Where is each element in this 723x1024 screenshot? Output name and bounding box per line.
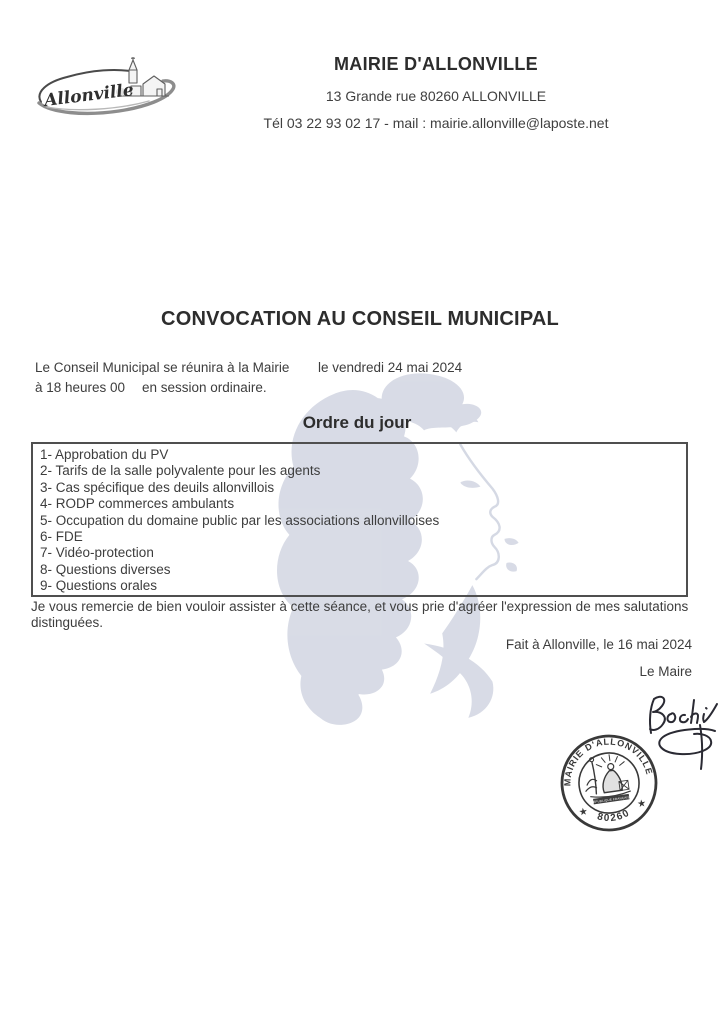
intro-line-2 [35,380,289,400]
closing-line-1: Je vous remercie de bien vouloir assister à cette séance, et vous prie d'agréer l'expression de mes salutations [31,599,689,614]
stamp-arc-text: MAIRIE D'ALLONVILLE [562,736,655,787]
agenda-item-2: 2- Tarifs de la salle polyvalente pour les agents [40,463,321,479]
agenda-box [31,442,688,597]
meeting-date: le vendredi 24 mai 2024 [318,360,463,375]
svg-text:80260 [595,807,633,826]
stamp-center-text: RÉPUBLIQUE FRANÇAISE [590,794,633,805]
agenda-item-5: 5- Occupation du domaine public par les associations allonvilloises [40,512,440,528]
place-and-date: Fait à Allonville, le 16 mai 2024 [505,637,692,652]
mayor-signature [618,687,723,781]
agenda-item-6: 6- FDE [40,529,83,545]
intro-line-1 [35,360,463,380]
agenda-item-3: 3- Cas spécifique des deuils allonvillois [40,479,275,495]
mairie-contact: Tél 03 22 93 02 17 - mail : mairie.allonville@laposte.net [263,115,609,131]
document-title: CONVOCATION AU CONSEIL MUNICIPAL [161,308,559,330]
intro-line1-left: Le Conseil Municipal se réunira à la Mairie [35,360,290,375]
mairie-title: MAIRIE D'ALLONVILLE [334,54,538,74]
meeting-time: à 18 heures 00 [35,380,126,395]
session-type: en session ordinaire. [142,380,267,395]
agenda-item-7: 7- Vidéo-protection [40,545,154,561]
signatory-title: Le Maire [639,664,692,679]
closing-paragraph [31,599,688,631]
star-icon: ★ [636,798,647,811]
agenda-item-1: 1- Approbation du PV [40,447,169,462]
mairie-address: 13 Grande rue 80260 ALLONVILLE [325,88,547,104]
closing-line-2: distinguées. [31,614,104,630]
agenda-item-9: 9- Questions orales [40,578,158,594]
star-icon: ★ [578,806,589,819]
intro-paragraph [35,360,463,400]
agenda-item-4: 4- RODP commerces ambulants [40,496,235,512]
agenda-title: Ordre du jour [302,413,412,432]
stamp-postal-code: 80260 [596,807,633,825]
agenda-item-8: 8- Questions diverses [40,561,171,577]
letterhead [156,54,716,131]
logo-wordmark: Allonville [43,80,135,111]
